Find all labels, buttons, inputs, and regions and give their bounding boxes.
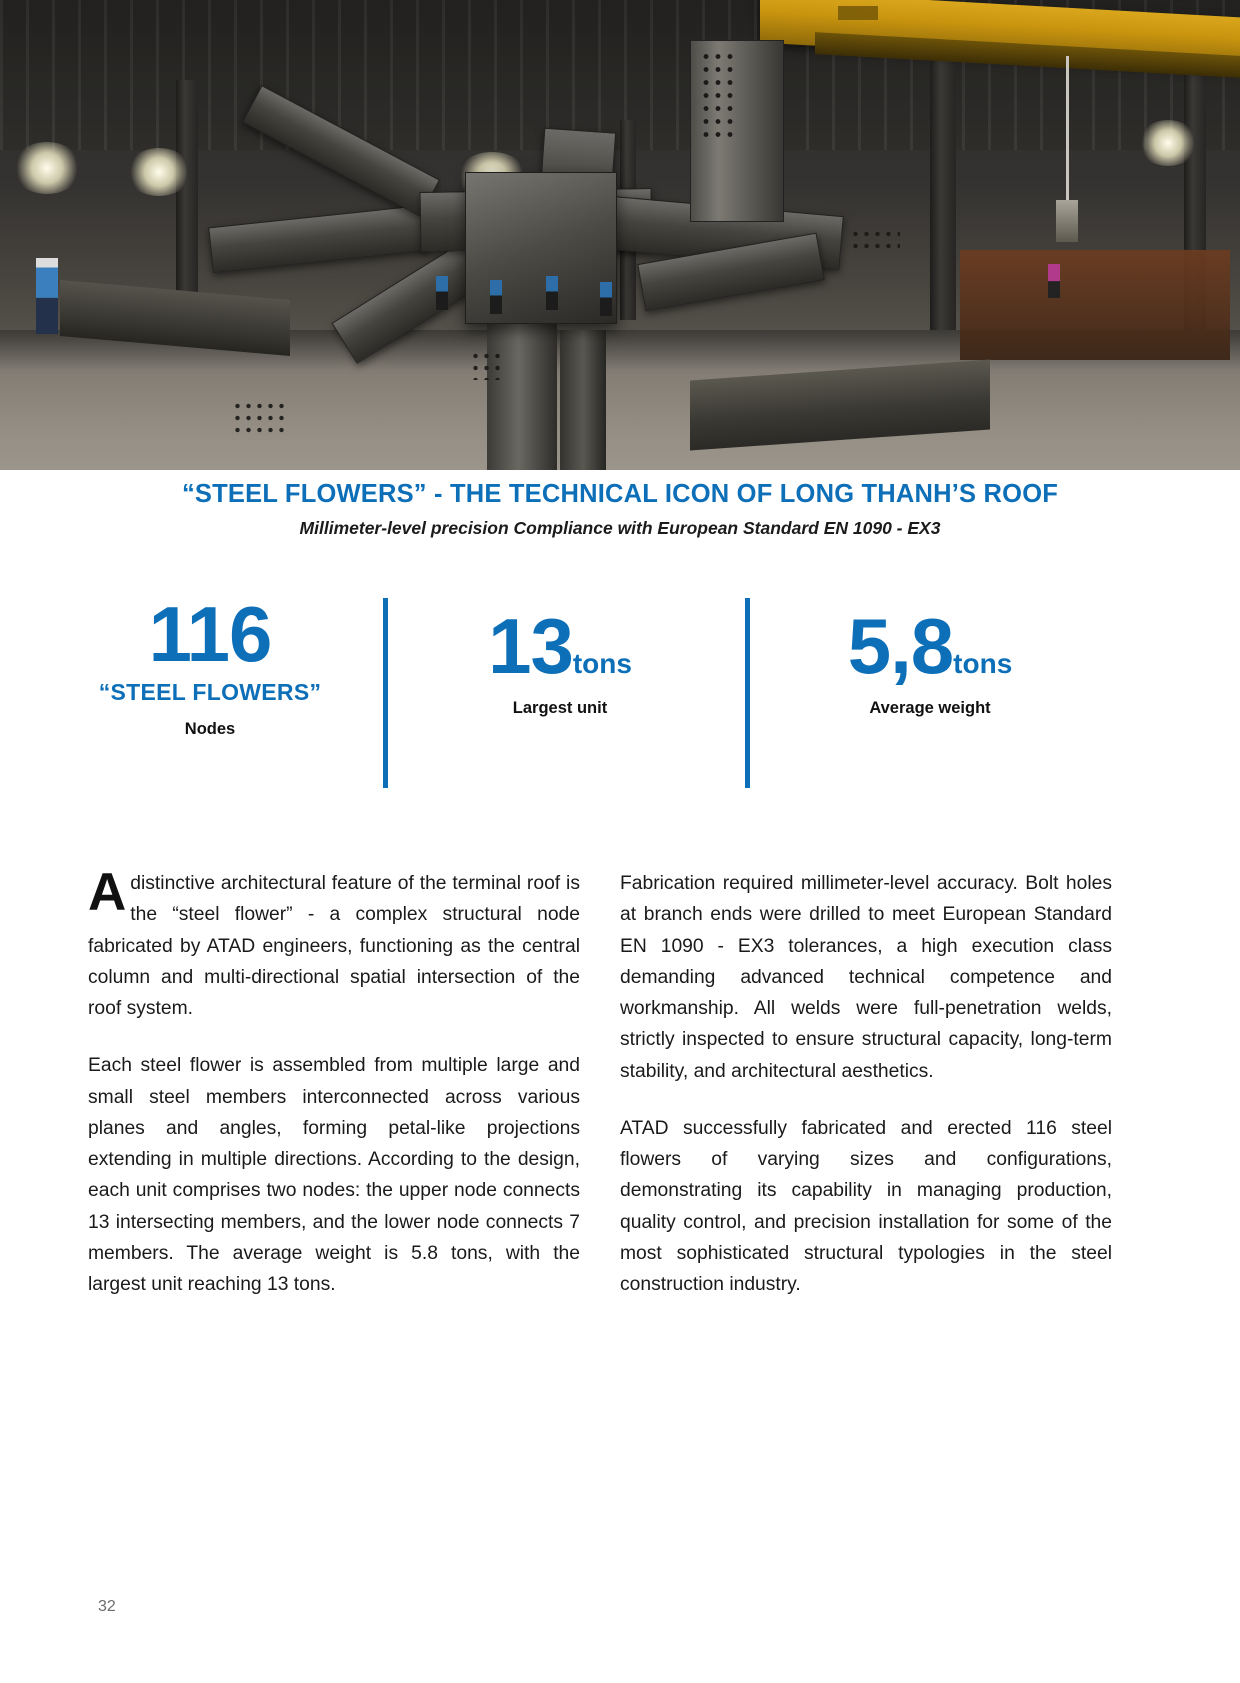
- caption-band: [0, 470, 1240, 575]
- steel-petal: [208, 205, 429, 273]
- crane-brand-label: [838, 6, 878, 20]
- stat-value-group: [410, 602, 710, 690]
- bolt-holes-pattern: [470, 350, 504, 380]
- bolt-holes-pattern: [850, 228, 900, 254]
- worker-figure: [1048, 264, 1060, 298]
- body-column-left: [88, 863, 580, 1300]
- bolt-holes-pattern: [232, 400, 288, 436]
- stat-label: Average weight: [869, 699, 991, 717]
- page-number: 32: [98, 1598, 116, 1615]
- stat-unit: tons: [572, 648, 632, 679]
- hero-photo: [0, 0, 1240, 470]
- stat-value: 5,8: [847, 602, 954, 690]
- stats-row: [0, 585, 1240, 800]
- caption-title: “STEEL FLOWERS” - THE TECHNICAL ICON OF LONG THANH’S ROOF: [181, 480, 1059, 508]
- worker-figure: [600, 282, 612, 316]
- ceiling-light-icon: [1138, 120, 1198, 166]
- stat-block-average-weight: [765, 602, 1095, 718]
- worker-figure: [436, 276, 448, 310]
- crane-hook: [1056, 200, 1078, 242]
- stat-divider: [383, 598, 388, 788]
- stat-value-group: [765, 602, 1095, 690]
- stat-mid-label: “STEEL FLOWERS”: [98, 679, 322, 705]
- stat-unit: tons: [953, 648, 1013, 679]
- body-column-right: [620, 868, 1112, 1300]
- body-paragraph: Adistinctive architectural feature of the terminal roof is the “steel flower” - a complex structural node fabricated by ATAD engineers, functioning as the central column and multi-directional spatial intersection of the roof system.: [88, 863, 580, 1019]
- stat-block-largest-unit: [410, 602, 710, 718]
- worker-figure: [490, 280, 502, 314]
- stat-value: 116: [148, 590, 272, 678]
- stat-divider: [745, 598, 750, 788]
- warehouse-column: [930, 60, 956, 330]
- stat-label: Nodes: [184, 720, 236, 738]
- bolt-holes-pattern: [700, 50, 736, 142]
- worker-figure: [36, 258, 58, 334]
- crane-cable: [1066, 56, 1069, 206]
- body-paragraph: ATAD successfully fabricated and erected 116 steel flowers of varying sizes and configurations, demonstrating its capability in managing production, quality control, and precision installation for some of the most sophisticated structural typologies in the steel construction industry.: [620, 1117, 1112, 1295]
- node-hub: [465, 172, 617, 324]
- stat-value: 13: [488, 602, 573, 690]
- caption-subtitle: Millimeter-level precision Compliance with European Standard EN 1090 - EX3: [299, 518, 941, 538]
- rusted-steel-plates: [960, 250, 1230, 360]
- stat-block-nodes: [40, 590, 380, 739]
- ceiling-light-icon: [12, 142, 82, 194]
- body-paragraph: Each steel flower is assembled from multiple large and small steel members interconnected across various planes and angles, forming petal-like projections extending in multiple directions. According to the design, each unit comprises two nodes: the upper node connects 13 intersecting members, and the lower node connects 7 members. The average weight is 5.8 tons, with the largest unit reaching 13 tons.: [88, 1055, 580, 1295]
- stat-label: Largest unit: [512, 699, 608, 717]
- stat-value-group: [40, 590, 380, 678]
- ceiling-light-icon: [126, 148, 192, 196]
- worker-figure: [546, 276, 558, 310]
- body-paragraph: Fabrication required millimeter-level accuracy. Bolt holes at branch ends were drilled to meet European Standard EN 1090 - EX3 tolerances, a high execution class demanding advanced technical competence and workmanship. All welds were full-penetration welds, strictly inspected to ensure structural capacity, long-term stability, and architectural aesthetics.: [620, 873, 1112, 1082]
